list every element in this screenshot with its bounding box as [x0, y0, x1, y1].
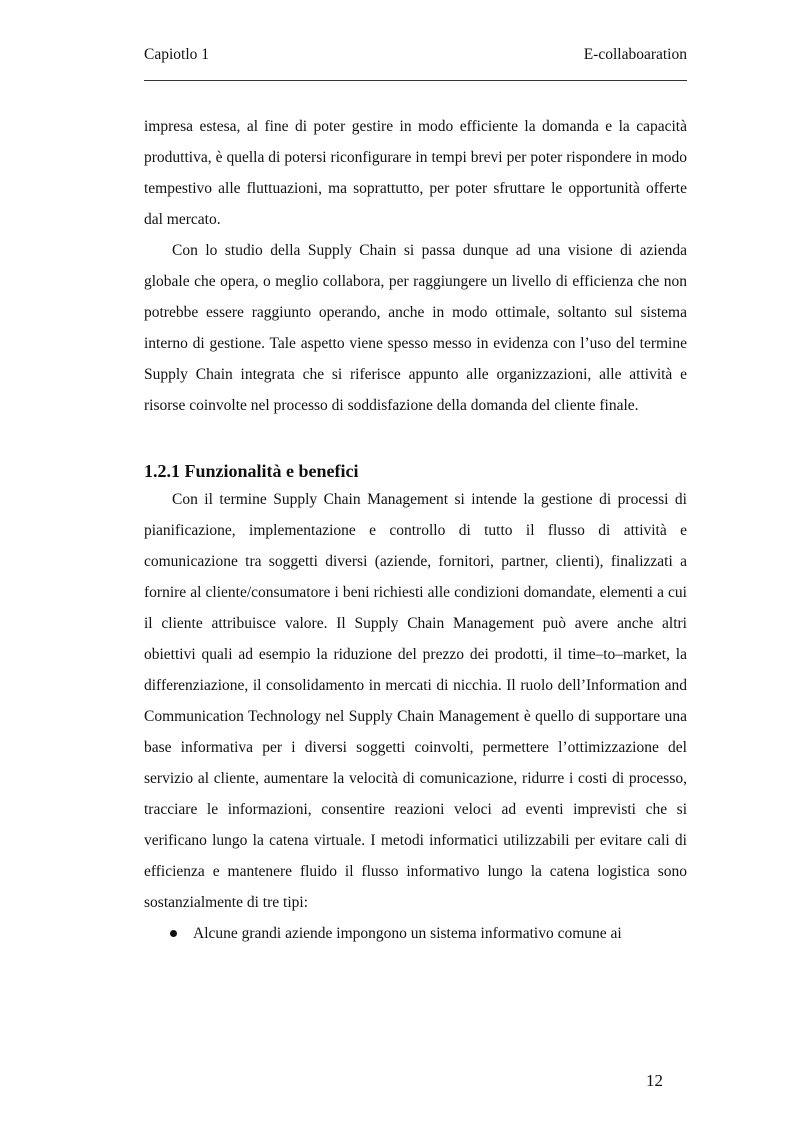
header-divider — [144, 80, 687, 81]
body-paragraph-continued: impresa estesa, al fine di poter gestire in modo efficiente la domanda e la capacità produttiva, è quella di potersi riconfigurare in tempi brevi per poter rispondere in modo tempestivo alle fluttuazioni, ma soprattutto, per poter sfruttare le opportunità offerte dal mercato. — [144, 118, 687, 228]
body-paragraph-supply-chain: Con lo studio della Supply Chain si passa dunque ad una visione di azienda globale che opera, o meglio collabora, per raggiungere un livello di efficienza che non potrebbe essere raggiunto operando, anche in modo ottimale, soltanto sul sistema interno di gestione. Tale aspetto viene spesso messo in evidenza con l’uso del termine Supply Chain integrata che si riferisce appunto alle organizzazioni, alle attività e risorse coinvolte nel processo di soddisfazione della domanda del cliente finale. — [144, 242, 687, 414]
bullet-list — [144, 918, 687, 949]
document-body — [144, 111, 687, 949]
running-header — [144, 46, 687, 68]
list-item-text: Alcune grandi aziende impongono un sistema informativo comune ai — [193, 925, 622, 942]
section-paragraph: Con il termine Supply Chain Management si intende la gestione di processi di pianificazione, implementazione e controllo di tutto il flusso di attività e comunicazione tra soggetti diversi (aziende, fornitori, partner, clienti), finalizzati a fornire al cliente/consumatore i beni richiesti alle condizioni domandate, elementi a cui il cliente attribuisce valore. Il Supply Chain Management può avere anche altri obiettivi quali ad esempio la riduzione del prezzo dei prodotti, il time–to–market, la differenziazione, il consolidamento in mercati di nicchia. Il ruolo dell’Information and Communication Technology nel Supply Chain Management è quello di supportare una base informativa per i diversi soggetti coinvolti, permettere l’ottimizzazione del servizio al cliente, aumentare la velocità di comunicazione, ridurre i costi di processo, tracciare le informazioni, consentire reazioni veloci ad eventi imprevisti che si verificano lungo la catena virtuale. I metodi informatici utilizzabili per evitare cali di efficienza e mantenere fluido il flusso informativo lungo la catena logistica sono sostanzialmente di tre tipi: — [144, 491, 687, 911]
bullet-icon — [170, 930, 177, 937]
header-section-label: E-collaboaration — [583, 46, 687, 63]
section-heading: 1.2.1 Funzionalità e benefici — [144, 461, 359, 481]
page-number: 12 — [646, 1071, 663, 1090]
header-chapter-label: Capiotlo 1 — [144, 46, 210, 63]
list-item — [144, 918, 687, 949]
